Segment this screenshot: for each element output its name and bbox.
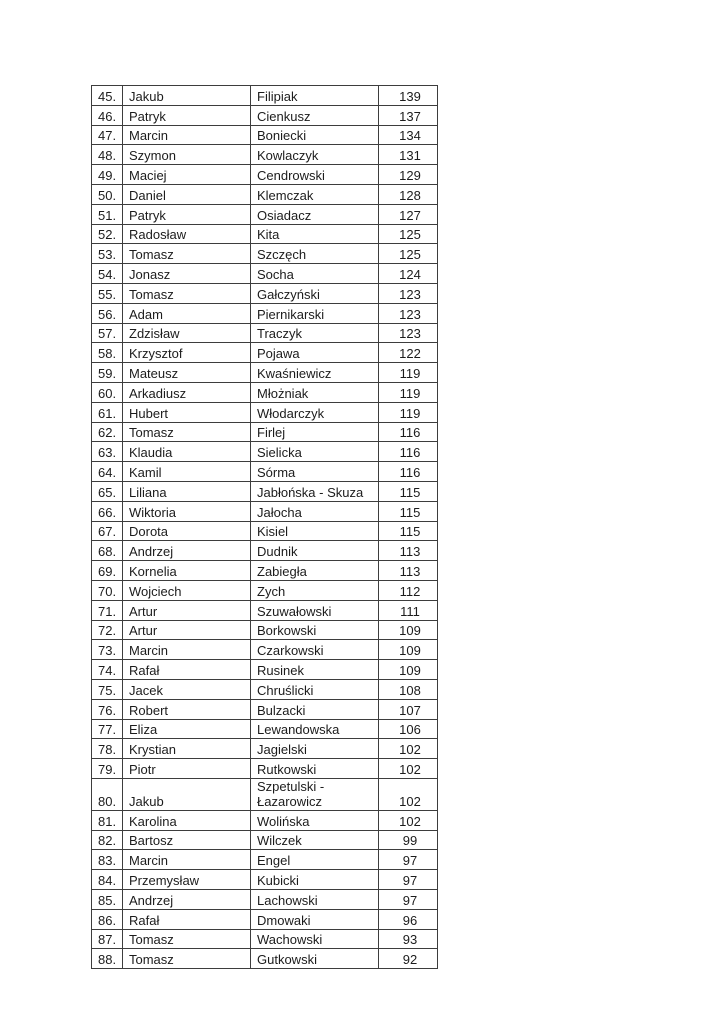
cell-rank: 63. [92,442,123,462]
cell-last-name: Kubicki [251,870,379,890]
cell-rank: 61. [92,402,123,422]
cell-rank: 82. [92,830,123,850]
cell-score: 113 [379,561,438,581]
cell-first-name: Klaudia [123,442,251,462]
cell-last-name: Szuwałowski [251,600,379,620]
cell-first-name: Robert [123,699,251,719]
table-row [92,224,438,244]
cell-score: 93 [379,929,438,949]
table-row [92,810,438,830]
cell-first-name: Jonasz [123,264,251,284]
table-row [92,699,438,719]
cell-rank: 56. [92,303,123,323]
table-row [92,363,438,383]
cell-first-name: Artur [123,620,251,640]
cell-last-name: Jałocha [251,501,379,521]
table-row [92,105,438,125]
cell-last-name: Kita [251,224,379,244]
cell-first-name: Jakub [123,778,251,810]
cell-last-name: Jabłońska - Skuza [251,481,379,501]
table-row [92,86,438,106]
cell-last-name: Cendrowski [251,165,379,185]
cell-last-name: Boniecki [251,125,379,145]
cell-last-name: Zabiegła [251,561,379,581]
cell-last-name: Kwaśniewicz [251,363,379,383]
cell-first-name: Kamil [123,462,251,482]
cell-rank: 55. [92,283,123,303]
cell-score: 97 [379,870,438,890]
cell-score: 116 [379,442,438,462]
cell-score: 112 [379,580,438,600]
cell-first-name: Zdzisław [123,323,251,343]
cell-first-name: Przemysław [123,870,251,890]
cell-score: 116 [379,462,438,482]
cell-first-name: Eliza [123,719,251,739]
cell-first-name: Kornelia [123,561,251,581]
table-row [92,660,438,680]
cell-score: 125 [379,224,438,244]
cell-score: 127 [379,204,438,224]
cell-first-name: Andrzej [123,890,251,910]
cell-first-name: Tomasz [123,949,251,969]
cell-first-name: Tomasz [123,244,251,264]
cell-score: 92 [379,949,438,969]
cell-score: 122 [379,343,438,363]
table-row [92,402,438,422]
cell-rank: 81. [92,810,123,830]
cell-score: 119 [379,363,438,383]
cell-last-name: Cienkusz [251,105,379,125]
table-row [92,244,438,264]
cell-first-name: Adam [123,303,251,323]
cell-rank: 60. [92,382,123,402]
cell-first-name: Szymon [123,145,251,165]
cell-score: 115 [379,521,438,541]
table-row [92,719,438,739]
cell-rank: 58. [92,343,123,363]
cell-last-name: Wilczek [251,830,379,850]
cell-rank: 70. [92,580,123,600]
cell-last-name: Kisiel [251,521,379,541]
cell-first-name: Radosław [123,224,251,244]
cell-score: 102 [379,810,438,830]
cell-first-name: Tomasz [123,929,251,949]
cell-first-name: Andrzej [123,541,251,561]
cell-last-name: Gałczyński [251,283,379,303]
cell-last-name: Pojawa [251,343,379,363]
cell-rank: 62. [92,422,123,442]
cell-rank: 48. [92,145,123,165]
table-row [92,303,438,323]
cell-rank: 67. [92,521,123,541]
cell-score: 116 [379,422,438,442]
cell-first-name: Krystian [123,739,251,759]
cell-rank: 46. [92,105,123,125]
cell-rank: 51. [92,204,123,224]
cell-last-name: Chruślicki [251,679,379,699]
cell-score: 129 [379,165,438,185]
cell-first-name: Hubert [123,402,251,422]
table-row [92,890,438,910]
table-row [92,739,438,759]
cell-last-name: Socha [251,264,379,284]
cell-score: 134 [379,125,438,145]
table-row [92,501,438,521]
cell-score: 123 [379,303,438,323]
cell-score: 123 [379,323,438,343]
cell-rank: 84. [92,870,123,890]
cell-first-name: Piotr [123,759,251,779]
cell-rank: 85. [92,890,123,910]
cell-first-name: Daniel [123,184,251,204]
cell-rank: 57. [92,323,123,343]
table-row [92,561,438,581]
table-row [92,830,438,850]
cell-score: 97 [379,850,438,870]
cell-rank: 80. [92,778,123,810]
cell-first-name: Arkadiusz [123,382,251,402]
cell-first-name: Liliana [123,481,251,501]
cell-last-name: Lachowski [251,890,379,910]
cell-last-name: Jagielski [251,739,379,759]
cell-rank: 78. [92,739,123,759]
cell-score: 109 [379,660,438,680]
cell-first-name: Tomasz [123,283,251,303]
cell-first-name: Bartosz [123,830,251,850]
cell-rank: 49. [92,165,123,185]
cell-last-name: Dudnik [251,541,379,561]
cell-first-name: Patryk [123,204,251,224]
cell-score: 99 [379,830,438,850]
cell-first-name: Rafał [123,909,251,929]
cell-last-name: Piernikarski [251,303,379,323]
ranking-table [91,85,438,969]
cell-last-name: Wachowski [251,929,379,949]
cell-score: 96 [379,909,438,929]
cell-last-name: Kowlaczyk [251,145,379,165]
cell-rank: 74. [92,660,123,680]
cell-score: 119 [379,382,438,402]
cell-rank: 73. [92,640,123,660]
cell-first-name: Wojciech [123,580,251,600]
cell-score: 139 [379,86,438,106]
cell-score: 107 [379,699,438,719]
cell-last-name: Lewandowska [251,719,379,739]
cell-rank: 45. [92,86,123,106]
table-row [92,580,438,600]
cell-first-name: Rafał [123,660,251,680]
cell-first-name: Wiktoria [123,501,251,521]
cell-last-name: Firlej [251,422,379,442]
cell-score: 137 [379,105,438,125]
cell-score: 115 [379,481,438,501]
table-row [92,343,438,363]
table-row [92,521,438,541]
table-row [92,759,438,779]
cell-score: 113 [379,541,438,561]
cell-rank: 79. [92,759,123,779]
table-row [92,264,438,284]
table-row [92,620,438,640]
cell-last-name: Filipiak [251,86,379,106]
cell-last-name: Rutkowski [251,759,379,779]
cell-first-name: Mateusz [123,363,251,383]
cell-rank: 68. [92,541,123,561]
cell-last-name: Dmowaki [251,909,379,929]
cell-score: 115 [379,501,438,521]
cell-score: 119 [379,402,438,422]
cell-last-name: Borkowski [251,620,379,640]
cell-score: 123 [379,283,438,303]
cell-rank: 77. [92,719,123,739]
cell-score: 109 [379,640,438,660]
cell-last-name: Engel [251,850,379,870]
table-row [92,778,438,810]
cell-rank: 59. [92,363,123,383]
cell-rank: 87. [92,929,123,949]
cell-score: 128 [379,184,438,204]
cell-score: 109 [379,620,438,640]
cell-first-name: Marcin [123,640,251,660]
cell-first-name: Patryk [123,105,251,125]
cell-last-name: Wolińska [251,810,379,830]
cell-rank: 50. [92,184,123,204]
cell-last-name: Czarkowski [251,640,379,660]
table-row [92,145,438,165]
cell-score: 97 [379,890,438,910]
table-row [92,929,438,949]
table-row [92,283,438,303]
cell-first-name: Marcin [123,850,251,870]
cell-score: 131 [379,145,438,165]
cell-score: 102 [379,759,438,779]
cell-score: 124 [379,264,438,284]
table-row [92,165,438,185]
cell-first-name: Jakub [123,86,251,106]
cell-last-name: Rusinek [251,660,379,680]
cell-first-name: Karolina [123,810,251,830]
table-row [92,870,438,890]
table-row [92,442,438,462]
table-row [92,125,438,145]
cell-first-name: Jacek [123,679,251,699]
cell-first-name: Dorota [123,521,251,541]
table-row [92,600,438,620]
cell-rank: 86. [92,909,123,929]
cell-rank: 54. [92,264,123,284]
cell-last-name: Bulzacki [251,699,379,719]
cell-rank: 72. [92,620,123,640]
cell-first-name: Krzysztof [123,343,251,363]
cell-last-name: Szczęch [251,244,379,264]
cell-rank: 64. [92,462,123,482]
cell-rank: 71. [92,600,123,620]
cell-last-name: Sielicka [251,442,379,462]
table-row [92,850,438,870]
ranking-table-body [92,86,438,969]
cell-last-name: Gutkowski [251,949,379,969]
table-row [92,204,438,224]
cell-first-name: Marcin [123,125,251,145]
cell-rank: 69. [92,561,123,581]
table-row [92,184,438,204]
cell-score: 111 [379,600,438,620]
cell-rank: 47. [92,125,123,145]
table-row [92,541,438,561]
cell-first-name: Artur [123,600,251,620]
cell-last-name: Młożniak [251,382,379,402]
cell-first-name: Maciej [123,165,251,185]
cell-last-name: Traczyk [251,323,379,343]
cell-score: 106 [379,719,438,739]
cell-last-name: Włodarczyk [251,402,379,422]
cell-rank: 76. [92,699,123,719]
table-row [92,323,438,343]
cell-last-name: Szpetulski - Łazarowicz [251,778,379,810]
cell-rank: 88. [92,949,123,969]
cell-last-name: Sórma [251,462,379,482]
cell-rank: 53. [92,244,123,264]
table-row [92,640,438,660]
cell-last-name: Zych [251,580,379,600]
table-row [92,481,438,501]
cell-score: 108 [379,679,438,699]
table-row [92,909,438,929]
cell-rank: 65. [92,481,123,501]
table-row [92,462,438,482]
cell-last-name: Klemczak [251,184,379,204]
cell-score: 125 [379,244,438,264]
cell-rank: 75. [92,679,123,699]
cell-score: 102 [379,778,438,810]
cell-score: 102 [379,739,438,759]
cell-rank: 66. [92,501,123,521]
table-row [92,679,438,699]
table-row [92,382,438,402]
cell-first-name: Tomasz [123,422,251,442]
cell-last-name: Osiadacz [251,204,379,224]
table-row [92,949,438,969]
cell-rank: 52. [92,224,123,244]
cell-rank: 83. [92,850,123,870]
table-row [92,422,438,442]
